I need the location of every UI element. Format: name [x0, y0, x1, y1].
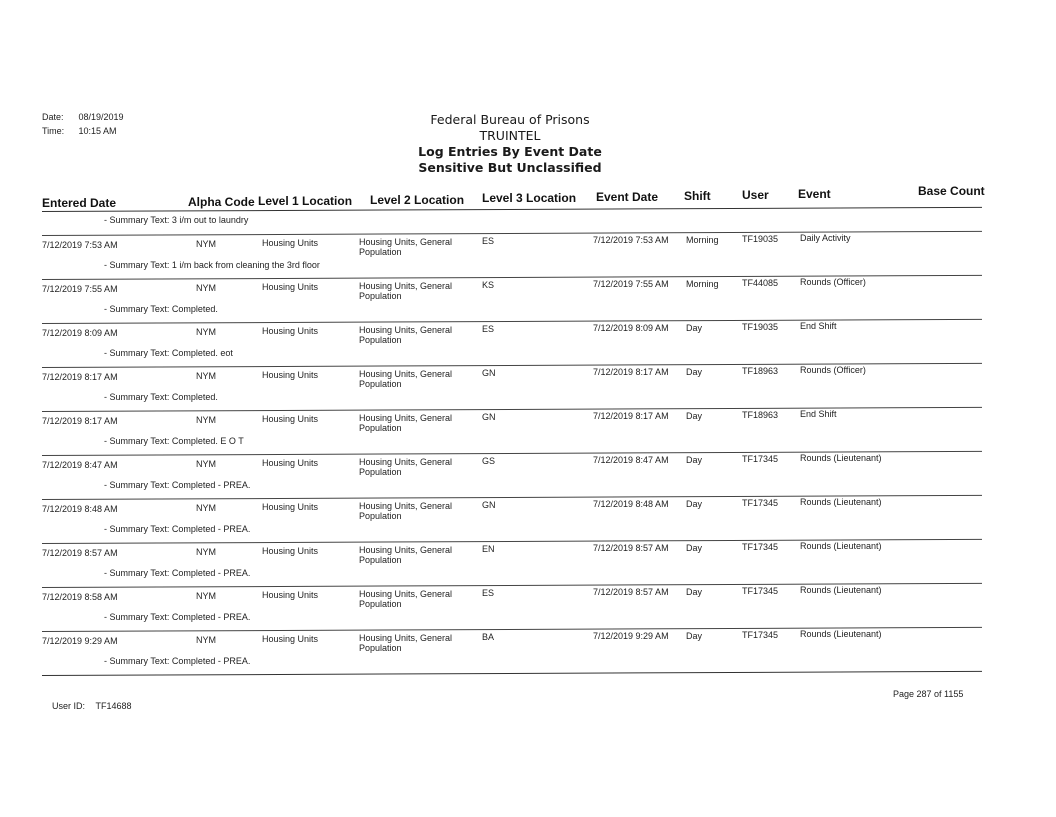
event-date: 7/12/2019 8:17 AM	[593, 411, 669, 421]
summary-text: - Summary Text: Completed - PREA.	[104, 524, 251, 534]
level1-location: Housing Units	[262, 282, 319, 292]
level2-location: Housing Units, General Population	[359, 325, 453, 345]
row-rule	[42, 319, 982, 324]
shift: Day	[686, 499, 703, 509]
user-id-value: TF14688	[95, 701, 132, 711]
event: Rounds (Lieutenant)	[800, 629, 882, 639]
level2-location: Housing Units, General Population	[359, 237, 453, 257]
level2-location: Housing Units, General Population	[359, 633, 453, 653]
alpha-code: NYM	[196, 327, 216, 337]
summary-text: - Summary Text: Completed - PREA.	[104, 480, 251, 490]
level1-location: Housing Units	[262, 590, 319, 600]
event: Rounds (Lieutenant)	[800, 497, 882, 507]
entered-date: 7/12/2019 9:29 AM	[42, 636, 118, 646]
level1-location: Housing Units	[262, 634, 319, 644]
table-row	[0, 528, 1056, 578]
level1-location: Housing Units	[262, 502, 319, 512]
level2-location: Housing Units, General Population	[359, 369, 453, 389]
header-rule	[42, 207, 982, 212]
event: Rounds (Lieutenant)	[800, 453, 882, 463]
shift: Day	[686, 631, 703, 641]
summary-text: - Summary Text: Completed - PREA.	[104, 568, 251, 578]
table-row	[0, 308, 1056, 358]
user: TF18963	[742, 410, 779, 420]
user-id-label: User ID:	[52, 701, 86, 711]
date-label: Date:	[42, 112, 64, 122]
footer-rule	[42, 671, 982, 676]
alpha-code: NYM	[196, 239, 216, 249]
table-row	[0, 616, 1056, 666]
col-event-date: Event Date	[596, 190, 659, 204]
user: TF18963	[742, 366, 779, 376]
event: Daily Activity	[800, 233, 851, 243]
col-alpha-code: Alpha Code	[188, 195, 255, 209]
event-date: 7/12/2019 8:17 AM	[593, 367, 669, 377]
event: End Shift	[800, 409, 837, 419]
alpha-code: NYM	[196, 591, 216, 601]
event-date: 7/12/2019 9:29 AM	[593, 631, 669, 641]
event: Rounds (Officer)	[800, 365, 866, 375]
time-value: 10:15 AM	[78, 126, 117, 136]
alpha-code: NYM	[196, 415, 216, 425]
summary-text: - Summary Text: 1 i/m back from cleaning the 3rd floor	[104, 260, 320, 270]
table-row	[0, 264, 1056, 314]
user: TF17345	[742, 498, 779, 508]
alpha-code: NYM	[196, 283, 216, 293]
level3-location: GS	[482, 456, 496, 466]
level3-location: ES	[482, 324, 495, 334]
level2-location: Housing Units, General Population	[359, 501, 453, 521]
alpha-code: NYM	[196, 635, 216, 645]
level3-location: BA	[482, 632, 495, 642]
event-date: 7/12/2019 8:57 AM	[593, 543, 669, 553]
entered-date: 7/12/2019 8:09 AM	[42, 328, 118, 338]
shift: Day	[686, 367, 703, 377]
summary-text: - Summary Text: Completed.	[104, 392, 218, 402]
summary-text: - Summary Text: Completed.	[104, 304, 218, 314]
shift: Morning	[686, 235, 719, 245]
event: Rounds (Lieutenant)	[800, 585, 882, 595]
alpha-code: NYM	[196, 371, 216, 381]
user: TF19035	[742, 322, 779, 332]
shift: Day	[686, 323, 703, 333]
classification: Sensitive But Unclassified	[418, 160, 602, 175]
alpha-code: NYM	[196, 503, 216, 513]
report-titles	[380, 112, 640, 176]
table-row	[0, 396, 1056, 446]
alpha-code: NYM	[196, 547, 216, 557]
alpha-code: NYM	[196, 459, 216, 469]
col-entered-date: Entered Date	[42, 196, 117, 210]
event-date: 7/12/2019 7:53 AM	[593, 235, 669, 245]
col-level3: Level 3 Location	[482, 191, 577, 205]
level3-location: GN	[482, 500, 496, 510]
org-title: Federal Bureau of Prisons	[430, 112, 590, 127]
table-row	[0, 572, 1056, 622]
time-label: Time:	[42, 126, 65, 136]
entered-date: 7/12/2019 8:58 AM	[42, 592, 118, 602]
level3-location: ES	[482, 588, 495, 598]
event-date: 7/12/2019 8:48 AM	[593, 499, 669, 509]
entered-date: 7/12/2019 7:53 AM	[42, 240, 118, 250]
event-date: 7/12/2019 8:09 AM	[593, 323, 669, 333]
level3-location: EN	[482, 544, 495, 554]
entered-date: 7/12/2019 8:17 AM	[42, 372, 118, 382]
col-level2: Level 2 Location	[370, 193, 465, 207]
event: Rounds (Officer)	[800, 277, 866, 287]
user: TF17345	[742, 454, 779, 464]
event-date: 7/12/2019 8:47 AM	[593, 455, 669, 465]
summary-text: - Summary Text: 3 i/m out to laundry	[104, 215, 249, 225]
event: Rounds (Lieutenant)	[800, 541, 882, 551]
level2-location: Housing Units, General Population	[359, 589, 453, 609]
level3-location: GN	[482, 368, 496, 378]
event-date: 7/12/2019 8:57 AM	[593, 587, 669, 597]
col-shift: Shift	[684, 189, 711, 203]
user: TF17345	[742, 542, 779, 552]
level3-location: GN	[482, 412, 496, 422]
col-level1: Level 1 Location	[258, 194, 353, 208]
shift: Morning	[686, 279, 719, 289]
report-date	[42, 112, 124, 122]
level1-location: Housing Units	[262, 238, 319, 248]
event: End Shift	[800, 321, 837, 331]
level1-location: Housing Units	[262, 370, 319, 380]
summary-text: - Summary Text: Completed. E O T	[104, 436, 244, 446]
entered-date: 7/12/2019 8:47 AM	[42, 460, 118, 470]
level1-location: Housing Units	[262, 546, 319, 556]
col-base-count: Base Count	[918, 184, 985, 198]
user: TF19035	[742, 234, 779, 244]
level3-location: ES	[482, 236, 495, 246]
row-rule	[42, 407, 982, 412]
level2-location: Housing Units, General Population	[359, 413, 453, 433]
summary-text: - Summary Text: Completed - PREA.	[104, 656, 251, 666]
col-user: User	[742, 188, 769, 202]
summary-text: - Summary Text: Completed. eot	[104, 348, 233, 358]
event-date: 7/12/2019 7:55 AM	[593, 279, 669, 289]
shift: Day	[686, 543, 703, 553]
level2-location: Housing Units, General Population	[359, 545, 453, 565]
page-number: Page 287 of 1155	[893, 689, 964, 699]
level2-location: Housing Units, General Population	[359, 281, 453, 301]
system-title: TRUINTEL	[479, 128, 541, 143]
user: TF44085	[742, 278, 779, 288]
level1-location: Housing Units	[262, 326, 319, 336]
entered-date: 7/12/2019 7:55 AM	[42, 284, 118, 294]
user: TF17345	[742, 586, 779, 596]
date-value: 08/19/2019	[78, 112, 124, 122]
level1-location: Housing Units	[262, 414, 319, 424]
table-row	[0, 484, 1056, 534]
table-row	[0, 220, 1056, 270]
shift: Day	[686, 455, 703, 465]
entered-date: 7/12/2019 8:17 AM	[42, 416, 118, 426]
col-event: Event	[798, 187, 831, 201]
shift: Day	[686, 411, 703, 421]
table-row	[0, 440, 1056, 490]
level3-location: KS	[482, 280, 495, 290]
shift: Day	[686, 587, 703, 597]
entered-date: 7/12/2019 8:48 AM	[42, 504, 118, 514]
level1-location: Housing Units	[262, 458, 319, 468]
report-time	[42, 126, 117, 136]
entered-date: 7/12/2019 8:57 AM	[42, 548, 118, 558]
summary-text: - Summary Text: Completed - PREA.	[104, 612, 251, 622]
level2-location: Housing Units, General Population	[359, 457, 453, 477]
user: TF17345	[742, 630, 779, 640]
table-row	[0, 352, 1056, 402]
report-title: Log Entries By Event Date	[418, 144, 602, 159]
footer-user-id	[52, 701, 132, 711]
